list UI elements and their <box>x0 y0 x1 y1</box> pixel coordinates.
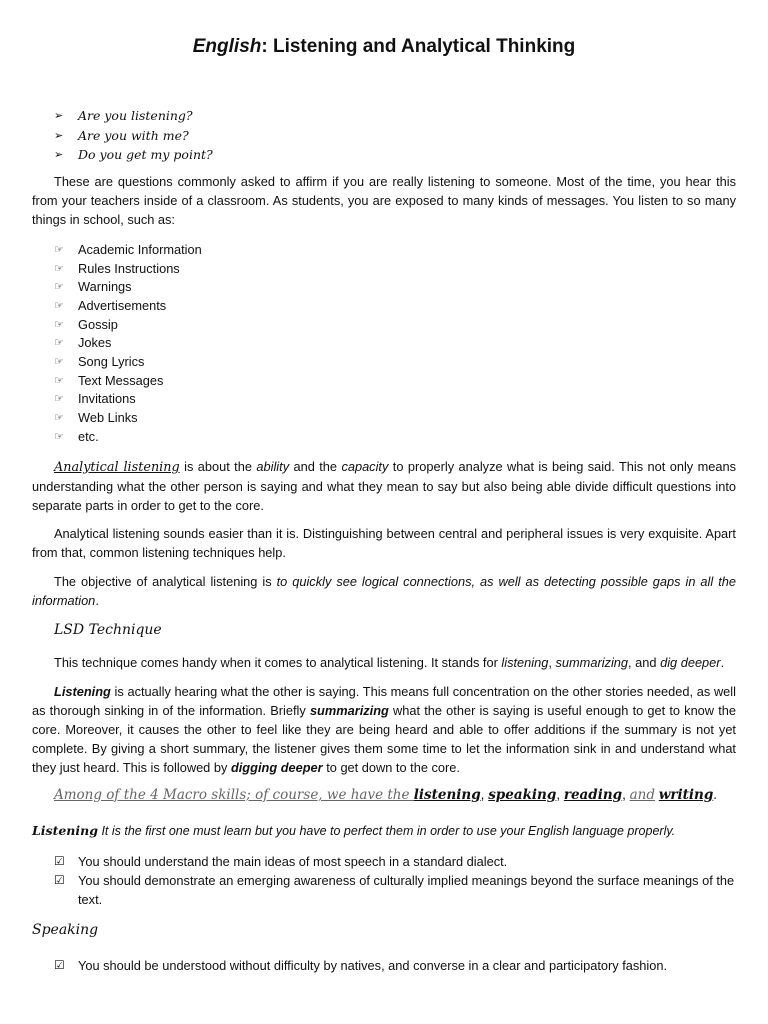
list-item: ☑ You should demonstrate an emerging awareness of culturally implied meanings beyond the surface meanings of the text. <box>54 873 735 907</box>
listening-section-intro: Listening It is the first one must learn but you have to perfect them in order to use your English language properly. <box>32 823 676 838</box>
list-item: ☑ You should be understood without difficulty by natives, and converse in a clear and participatory fashion. <box>54 958 668 973</box>
page-title <box>0 36 768 58</box>
list-item: ➢ Are you with me? <box>54 127 189 143</box>
arrowhead-icon: ➢ <box>54 129 64 142</box>
list-item: ☞ Rules Instructions <box>54 260 180 276</box>
pointing-hand-icon: ☞ <box>54 318 64 331</box>
pointing-hand-icon: ☞ <box>54 355 64 368</box>
analytical-term: Analytical listening <box>54 460 180 475</box>
listening-paragraph: Listening is actually hearing what the other is saying. This means full concentration on the other stories needed, as well as thorough sinking in of the information. Briefly summarizing what the other is saying is useful enough to get to know the core. Moreover, it causes the other to feel like they are being heard and able to offer additions if the summary is not yet complete. By giving a short summary, the listener gives them some time to let the information sink in and understand what they just heard. This is followed by digging deeper to get down to the core. <box>32 684 736 775</box>
pointing-hand-icon: ☞ <box>54 262 64 275</box>
pointing-hand-icon: ☞ <box>54 412 64 425</box>
list-item: ☞ Gossip <box>54 316 118 332</box>
pointing-hand-icon: ☞ <box>54 337 64 350</box>
list-item: ☞ etc. <box>54 428 99 444</box>
list-item: ☑ You should understand the main ideas of most speech in a standard dialect. <box>54 854 508 869</box>
speaking-heading: Speaking <box>32 922 99 938</box>
list-item: ☞ Invitations <box>54 391 136 407</box>
arrowhead-icon: ➢ <box>54 149 64 162</box>
technique-paragraph: This technique comes handy when it comes to analytical listening. It stands for listening, summarizing, and dig deeper. <box>54 655 725 670</box>
objective-paragraph: The objective of analytical listening is to quickly see logical connections, as well as detecting possible gaps in all the information. <box>32 574 736 608</box>
checkbox-checked-icon: ☑ <box>54 873 65 887</box>
listening-checklist <box>54 852 744 909</box>
easier-paragraph: Analytical listening sounds easier than it is. Distinguishing between central and peripheral issues is very exquisite. Apart from that, common listening techniques help. <box>32 526 736 560</box>
message-list <box>54 240 202 446</box>
pointing-hand-icon: ☞ <box>54 430 64 443</box>
pointing-hand-icon: ☞ <box>54 374 64 387</box>
pointing-hand-icon: ☞ <box>54 393 64 406</box>
list-item: ☞ Warnings <box>54 279 132 295</box>
title-rest: : Listening and Analytical Thinking <box>261 36 576 57</box>
list-item: ➢ Are you listening? <box>54 108 193 124</box>
question-list <box>54 106 213 165</box>
checkbox-checked-icon: ☑ <box>54 854 65 868</box>
list-item: ☞ Jokes <box>54 335 112 351</box>
pointing-hand-icon: ☞ <box>54 243 64 256</box>
arrowhead-icon: ➢ <box>54 110 64 123</box>
listening-label: Listening <box>32 823 98 838</box>
speaking-checklist <box>54 956 744 975</box>
list-item: ☞ Text Messages <box>54 372 164 388</box>
intro-paragraph: These are questions commonly asked to affirm if you are really listening to someone. Most of the time, you hear this from your teachers inside of a classroom. As students, you are exposed to many kinds of messages. You listen to so many things in school, such as: <box>32 174 736 227</box>
checkbox-checked-icon: ☑ <box>54 958 65 972</box>
list-item: ☞ Song Lyrics <box>54 353 145 369</box>
lsd-heading: LSD Technique <box>54 622 162 638</box>
pointing-hand-icon: ☞ <box>54 299 64 312</box>
analytical-paragraph: Analytical listening is about the ability and the capacity to properly analyze what is being said. This not only means understanding what the other person is saying and what they mean to say but also being able divide difficult questions into separate parts in order to get to the core. <box>32 459 737 513</box>
list-item: ☞ Web Links <box>54 410 138 426</box>
macro-skills-line: Among of the 4 Macro skills; of course, we have the listening, speaking, reading, and writing. <box>54 787 718 803</box>
list-item: ➢ Do you get my point? <box>54 147 213 163</box>
pointing-hand-icon: ☞ <box>54 281 64 294</box>
title-prefix: English <box>192 36 262 57</box>
list-item: ☞ Academic Information <box>54 241 202 257</box>
list-item: ☞ Advertisements <box>54 297 167 313</box>
